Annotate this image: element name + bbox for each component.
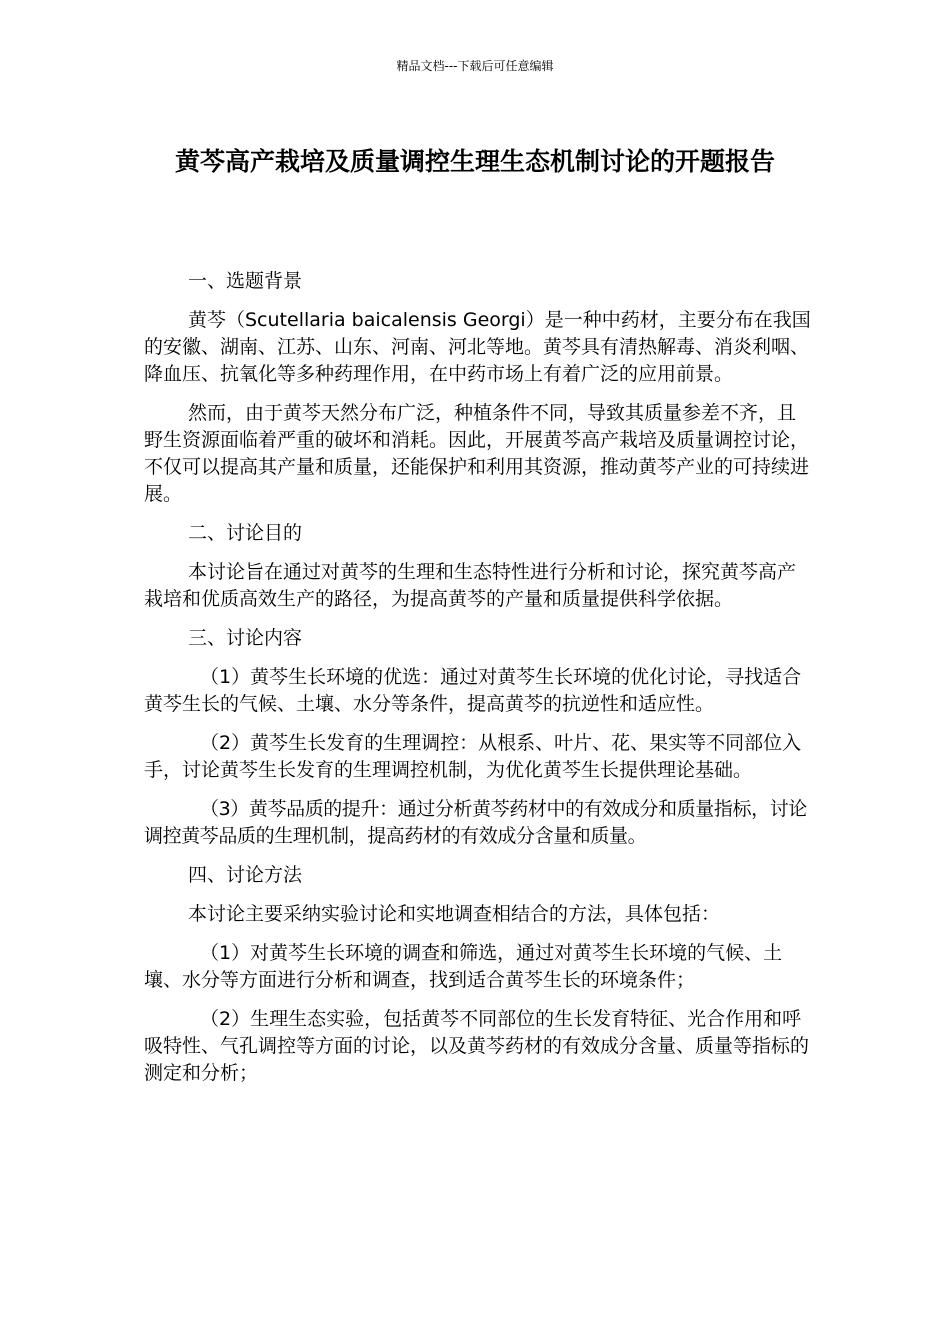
document-body: [144, 268, 812, 1099]
paragraph-background-1: 黄芩（Scutellaria baicalensis Georgi）是一种中药材，主要分布在我国的安徽、湖南、江苏、山东、河南、河北等地。黄芩具有清热解毒、消炎利咽、降血压、抗氧化等多种药理作用，在中药市场上有着广泛的应用前景。: [144, 309, 811, 385]
paragraph-background-2: 然而，由于黄芩天然分布广泛，种植条件不同，导致其质量参差不齐，且野生资源面临着严重的破坏和消耗。因此，开展黄芩高产栽培及质量调控讨论，不仅可以提高其产量和质量，还能保护和利用其资源，推动黄芩产业的可持续进展。: [144, 402, 810, 505]
section-heading-background: 一、选题背景: [188, 270, 303, 292]
content-item-2: （2）黄芩生长发育的生理调控：从根系、叶片、花、果实等不同部位入手，讨论黄芩生长发育的生理调控机制，为优化黄芩生长提供理论基础。: [144, 732, 802, 781]
section-heading-content: 三、讨论内容: [188, 627, 303, 649]
methods-item-1: （1）对黄芩生长环境的调查和筛选，通过对黄芩生长环境的气候、土壤、水分等方面进行分析和调查，找到适合黄芩生长的环境条件；: [144, 942, 783, 991]
section-heading-methods: 四、讨论方法: [188, 864, 303, 886]
header-note: 精品文档---下载后可任意编辑: [396, 59, 554, 73]
document-title: 黄芩高产栽培及质量调控生理生态机制讨论的开题报告: [174, 147, 775, 176]
section-heading-purpose: 二、讨论目的: [188, 522, 303, 544]
paragraph-methods: 本讨论主要采纳实验讨论和实地调查相结合的方法，具体包括：: [188, 903, 721, 925]
content-item-1: （1）黄芩生长环境的优选：通过对黄芩生长环境的优化讨论，寻找适合黄芩生长的气候、土壤、水分等条件，提高黄芩的抗逆性和适应性。: [144, 666, 802, 715]
content-item-3: （3）黄芩品质的提升：通过分析黄芩药材中的有效成分和质量指标，讨论调控黄芩品质的生理机制，提高药材的有效成分含量和质量。: [144, 798, 807, 847]
paragraph-purpose: 本讨论旨在通过对黄芩的生理和生态特性进行分析和讨论，探究黄芩高产栽培和优质高效生产的路径，为提高黄芩的产量和质量提供科学依据。: [144, 561, 797, 610]
methods-item-2: （2）生理生态实验，包括黄芩不同部位的生长发育特征、光合作用和呼吸特性、气孔调控等方面的讨论，以及黄芩药材的有效成分含量、质量等指标的测定和分析；: [144, 1008, 810, 1084]
